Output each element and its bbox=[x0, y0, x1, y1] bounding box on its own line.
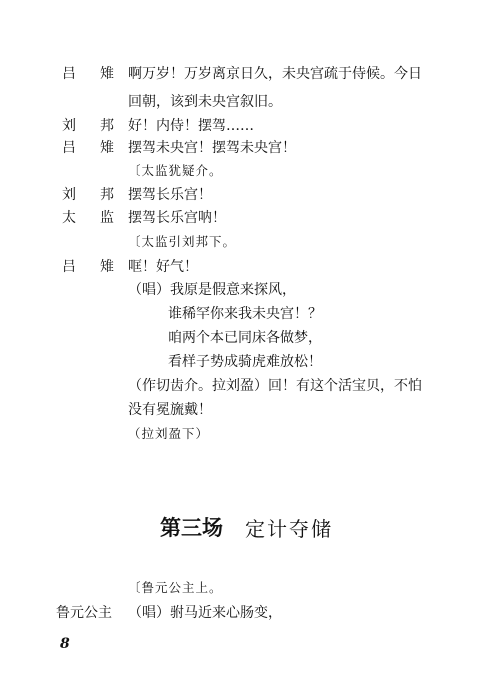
speaker-char-1: 刘 bbox=[62, 118, 76, 134]
dialogue-line: 摆驾长乐宫呐！ bbox=[128, 210, 226, 226]
speaker-char-2: 邦 bbox=[100, 187, 114, 203]
dialogue-line: 啊万岁！万岁离京日久，未央宫疏于侍候。今日 bbox=[128, 66, 422, 82]
speaker-char-1: 吕 bbox=[62, 259, 76, 275]
scene-title: 定计夺储 bbox=[245, 517, 333, 541]
speaker-char-2: 雉 bbox=[100, 259, 114, 275]
speaker-char-1: 吕 bbox=[62, 140, 76, 156]
song-line: （唱）驸马近来心肠变， bbox=[128, 605, 282, 621]
speaker-char-1: 太 bbox=[62, 210, 76, 226]
page-number: 8 bbox=[60, 636, 70, 652]
speaker-char-2: 雉 bbox=[100, 140, 114, 156]
dialogue-line: 哐！好气！ bbox=[128, 259, 198, 275]
song-line: （唱）我原是假意来探风， bbox=[128, 282, 296, 298]
dialogue-line: 没有冕旒戴！ bbox=[128, 402, 212, 418]
speaker-char-2: 邦 bbox=[100, 118, 114, 134]
scene-number: 第三场 bbox=[160, 515, 223, 540]
stage-direction: （拉刘盈下） bbox=[128, 426, 210, 441]
song-line: 咱两个本已同床各做梦， bbox=[168, 330, 322, 346]
dialogue-line: 摆驾未央宫！摆驾未央宫！ bbox=[128, 140, 296, 156]
dialogue-line: 回朝，该到未央宫叙旧。 bbox=[128, 94, 282, 110]
speaker-char-2: 监 bbox=[100, 210, 114, 226]
dialogue-line: 摆驾长乐宫！ bbox=[128, 187, 212, 203]
stage-direction: 〔鲁元公主上。 bbox=[128, 580, 223, 595]
stage-direction: 〔太监引刘邦下。 bbox=[128, 234, 237, 249]
stage-direction: 〔太监犹疑介。 bbox=[128, 163, 223, 178]
speaker-char-1: 刘 bbox=[62, 187, 76, 203]
speaker-char-2: 雉 bbox=[100, 66, 114, 82]
dialogue-line: 好！内侍！摆驾…… bbox=[128, 118, 254, 134]
speaker-name: 鲁元公主 bbox=[56, 605, 112, 621]
speaker-char-1: 吕 bbox=[62, 66, 76, 82]
song-line: 看样子势成骑虎难放松！ bbox=[168, 354, 322, 370]
dialogue-line: （作切齿介。拉刘盈）回！有这个活宝贝，不怕 bbox=[128, 378, 422, 394]
song-line: 谁稀罕你来我未央宫！？ bbox=[168, 306, 322, 322]
